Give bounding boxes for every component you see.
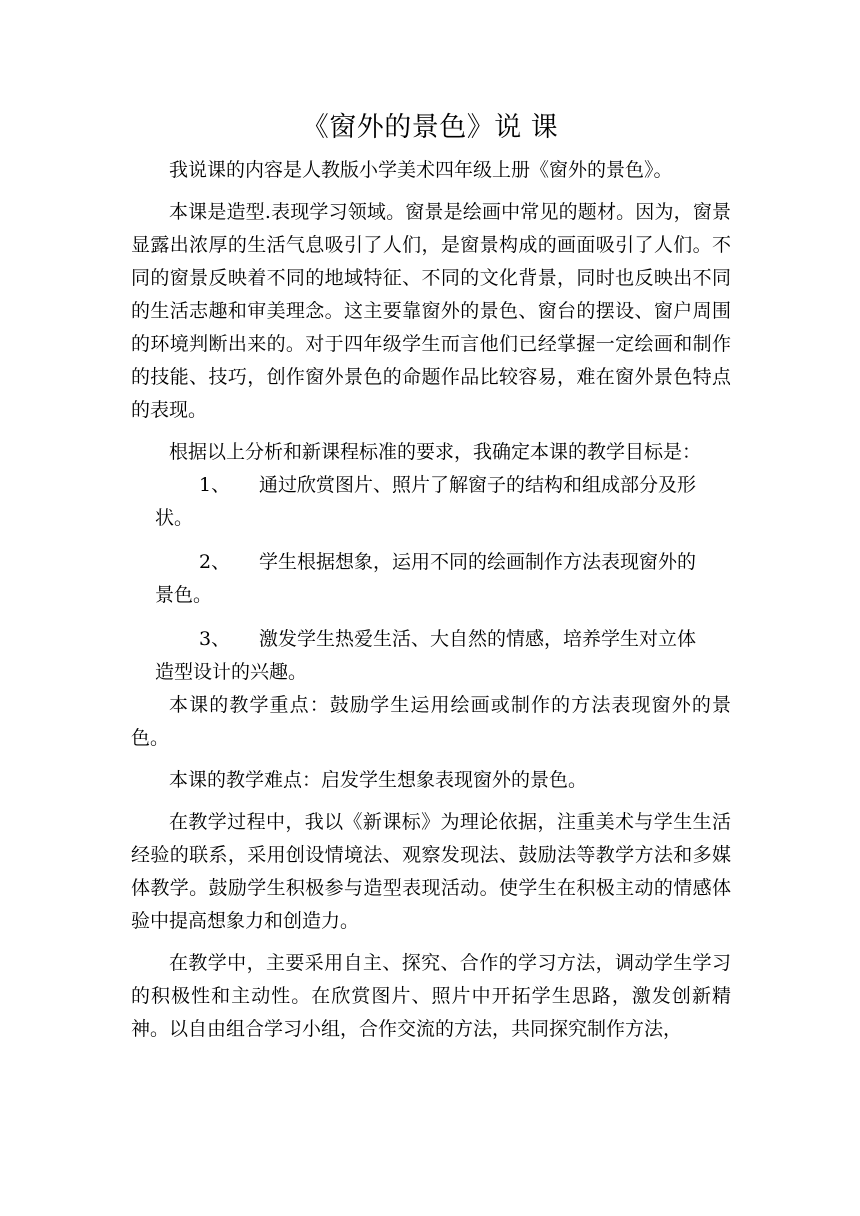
paragraph-learning-methods: 在教学中，主要采用自主、探究、合作的学习方法，调动学生学习的积极性和主动性。在欣赏图片、照片中开拓学生思路，激发创新精神。以自由组合学习小组，合作交流的方法，共同探究制作方法， xyxy=(131,952,731,1040)
goal-number: 1、 xyxy=(199,474,231,496)
goal-text: 通过欣赏图片、照片了解窗子的结构和组成部分及形 xyxy=(259,474,697,496)
goal-text: 激发学生热爱生活、大自然的情感，培养学生对立体 xyxy=(259,628,697,650)
goal-item xyxy=(131,623,731,689)
goal-text: 学生根据想象，运用不同的绘画制作方法表现窗外的 xyxy=(259,551,697,573)
goal-text-continued: 造型设计的兴趣。 xyxy=(155,661,308,683)
goal-text-continued: 景色。 xyxy=(155,584,213,606)
paragraph-teaching-process: 在教学过程中，我以《新课标》为理论依据，注重美术与学生生活经验的联系，采用创设情境法、观察发现法、鼓励法等教学方法和多媒体教学。鼓励学生积极参与造型表现活动。使学生在积极主动的情感体验中提高想象力和创造力。 xyxy=(131,811,731,932)
paragraph-intro: 我说课的内容是人教版小学美术四年级上册《窗外的景色》。 xyxy=(169,159,673,181)
goal-number: 3、 xyxy=(199,628,231,650)
document-title: 《窗外的景色》说 课 xyxy=(301,112,559,143)
goal-number: 2、 xyxy=(199,551,231,573)
paragraph-key-point: 本课的教学重点：鼓励学生运用绘画或制作的方法表现窗外的景色。 xyxy=(131,694,731,749)
goal-item xyxy=(131,469,731,535)
goal-text-continued: 状。 xyxy=(155,507,194,529)
paragraph-difficulty: 本课的教学难点：启发学生想象表现窗外的景色。 xyxy=(169,769,588,791)
paragraph-goals-lead: 根据以上分析和新课程标准的要求，我确定本课的教学目标是： xyxy=(169,441,702,463)
goal-item xyxy=(131,546,731,612)
document-body xyxy=(131,154,731,1046)
paragraph-analysis: 本课是造型.表现学习领域。窗景是绘画中常见的题材。因为，窗景显露出浓厚的生活气息吸引了人们，是窗景构成的画面吸引了人们。不同的窗景反映着不同的地域特征、不同的文化背景，同时也反映出不同的生活志趣和审美理念。这主要靠窗外的景色、窗台的摆设、窗户周围的环境判断出来的。对于四年级学生而言他们已经掌握一定绘画和制作的技能、技巧，创作窗外景色的命题作品比较容易，难在窗外景色特点的表现。 xyxy=(131,201,731,421)
